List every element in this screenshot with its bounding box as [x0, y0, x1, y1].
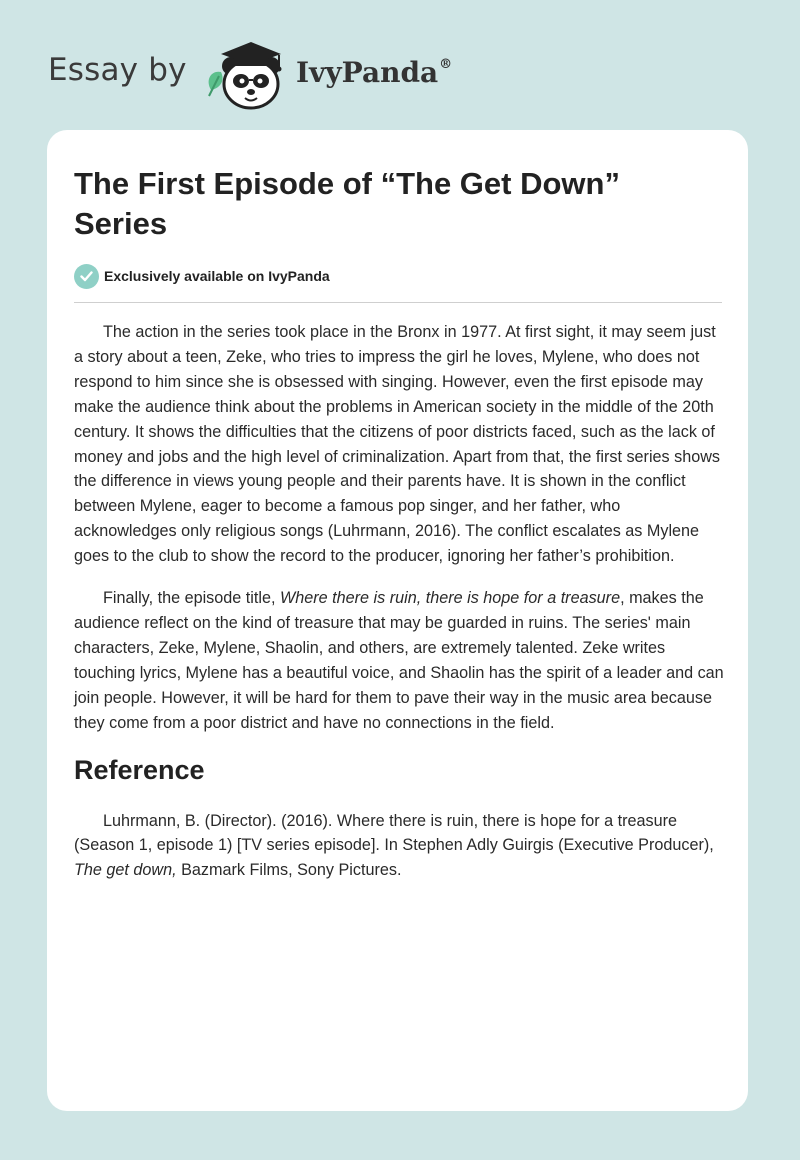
- registered-mark: ®: [439, 57, 453, 72]
- essay-card: [47, 130, 748, 1111]
- exclusive-badge: [74, 263, 330, 289]
- paragraph: The action in the series took place in the Bronx in 1977. At first sight, it may seem just a story about a teen, Zeke, who tries to impress the girl he loves, Mylene, who does not respond to him since she is obsessed with singing. However, even the first episode may make the audience think about the problems in American society in the middle of the 20th century. It shows the difficulties that the citizens of poor districts faced, such as the lack of money and jobs and the high level of criminalization. Apart from that, the first series shows the difference in views young people and their parents have. It is shown in the conflict between Mylene, eager to become a famous pop singer, and her father, who acknowledges only religious songs (Luhrmann, 2016). The conflict escalates as Mylene goes to the club to show the record to the producer, ignoring her father’s prohibition.: [74, 323, 721, 566]
- series-title-italic: The get down,: [74, 861, 177, 880]
- page-title: The First Episode of “The Get Down” Series: [74, 166, 620, 241]
- brand-name[interactable]: IvyPanda®: [296, 56, 453, 89]
- reference-heading: Reference: [74, 754, 205, 785]
- reference-entry: Luhrmann, B. (Director). (2016). Where there is ruin, there is hope for a treasure (Season 1, episode 1) [TV series episode]. In Stephen Adly Guirgis (Executive Producer), The get down, Bazmark Films, Sony Pictures.: [74, 811, 714, 880]
- essay-body: [74, 320, 724, 900]
- essay-by-label: Essay by: [48, 52, 187, 88]
- site-header: [48, 34, 748, 114]
- check-circle-icon: [74, 264, 99, 289]
- paragraph: Finally, the episode title, Where there is ruin, there is hope for a treasure, makes the audience reflect on the kind of treasure that may be guarded in ruins. The series' main characters, Zeke, Mylene, Shaolin, and others, are extremely talented. Zeke writes touching lyrics, Mylene has a beautiful voice, and Shaolin has the spirit of a leader and can join people. However, it will be hard for them to pave their way in the music area because they come from a poor district and have no connections in the field.: [74, 589, 724, 732]
- exclusive-text: Exclusively available on IvyPanda: [104, 268, 330, 284]
- divider: [74, 302, 722, 303]
- episode-title-italic: Where there is ruin, there is hope for a treasure: [279, 589, 621, 608]
- panda-graduate-icon[interactable]: [201, 34, 296, 114]
